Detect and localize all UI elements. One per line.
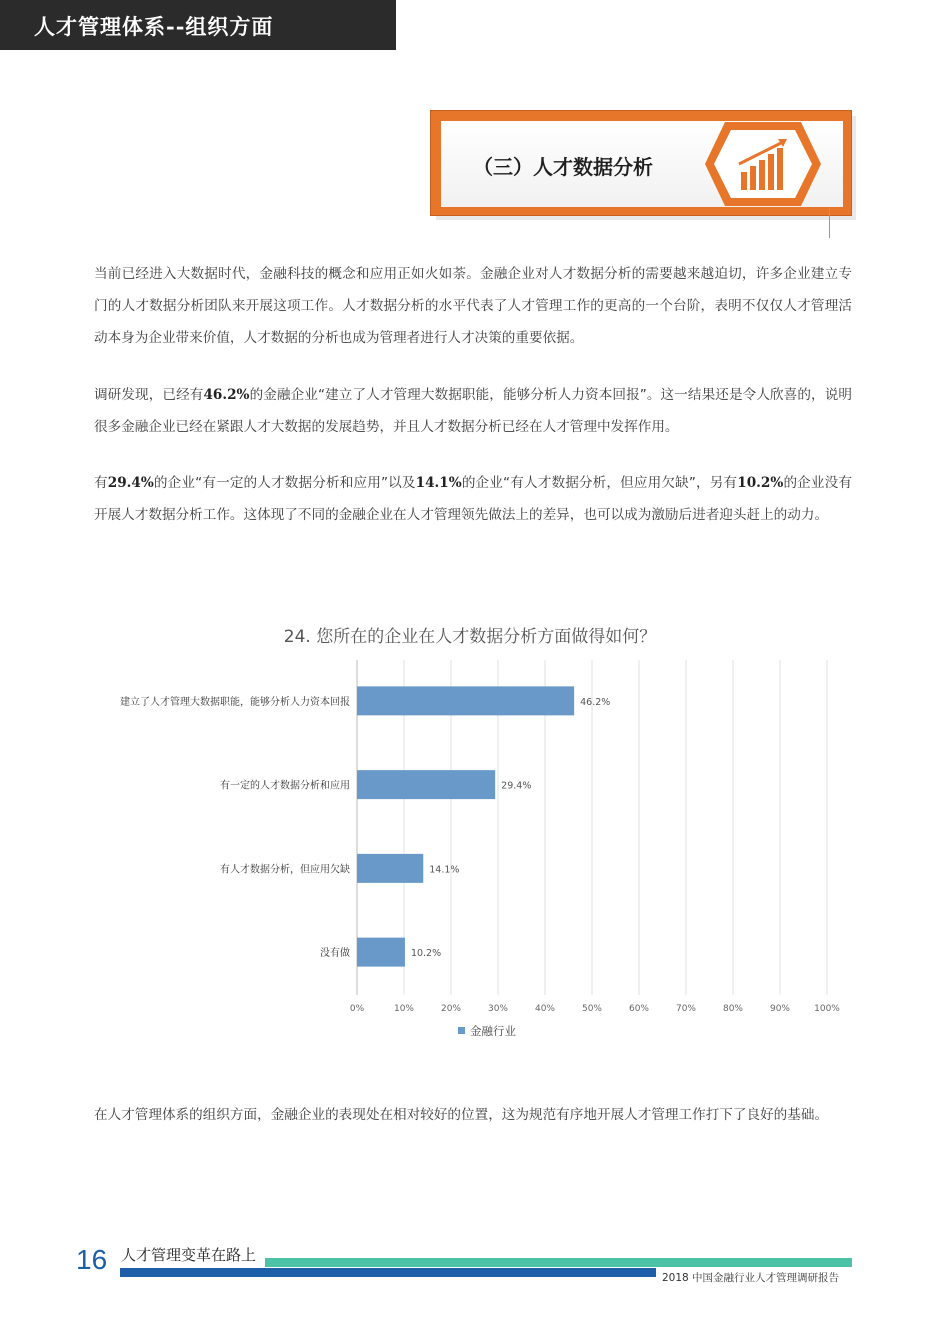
- category-label: 没有做: [320, 948, 350, 960]
- bar-chart: [0, 655, 940, 1045]
- chart-title: 24. 您所在的企业在人才数据分析方面做得如何？: [283, 627, 657, 647]
- bar: [357, 938, 405, 967]
- category-label: 有人才数据分析，但应用欠缺: [220, 864, 350, 876]
- x-tick-label: 70%: [675, 1004, 697, 1014]
- x-tick-label: 0%: [349, 1004, 365, 1014]
- legend-label: 金融行业: [470, 1024, 516, 1038]
- book-title: 人才管理变革在路上: [121, 1246, 257, 1264]
- x-tick-label: 30%: [487, 1004, 509, 1014]
- section-banner: [430, 110, 860, 240]
- bar: [357, 854, 423, 883]
- footer-line-blue: [120, 1268, 656, 1277]
- x-tick-label: 10%: [393, 1004, 415, 1014]
- paragraph-2: 调研发现，已经有46.2%的金融企业“建立了人才管理大数据职能，能够分析人力资本回报”。这一结果还是令人欣喜的，说明很多金融企业已经在紧跟人才大数据的发展趋势，并且人才数据分析已经在人才管理中发挥作用。: [94, 387, 852, 435]
- x-tick-label: 100%: [814, 1004, 840, 1014]
- footer-line-green: [265, 1258, 852, 1267]
- header-title: 人才管理体系--组织方面: [34, 14, 274, 39]
- x-tick-label: 20%: [440, 1004, 462, 1014]
- category-label: 建立了人才管理大数据职能，能够分析人力资本回报: [120, 696, 350, 708]
- legend-swatch: [458, 1027, 465, 1034]
- header-bar: [0, 0, 396, 50]
- x-tick-label: 40%: [534, 1004, 556, 1014]
- paragraph-4: 在人才管理体系的组织方面，金融企业的表现处在相对较好的位置，这为规范有序地开展人才管理工作打下了良好的基础。: [94, 1107, 829, 1123]
- paragraph-3: 有29.4%的企业“有一定的人才数据分析和应用”以及14.1%的企业“有人才数据分析，但应用欠缺”，另有10.2%的企业没有开展人才数据分析工作。这体现了不同的金融企业在人才管理领先做法上的差异，也可以成为激励后进者迎头赶上的动力。: [94, 475, 852, 523]
- bar: [357, 686, 574, 715]
- page-number: 16: [76, 1244, 108, 1275]
- report-title: 2018 中国金融行业人才管理调研报告: [662, 1272, 840, 1284]
- data-label: 29.4%: [501, 780, 532, 792]
- data-label: 10.2%: [410, 948, 442, 960]
- data-label: 14.1%: [429, 864, 460, 876]
- bar: [357, 770, 495, 799]
- x-tick-label: 80%: [722, 1004, 744, 1014]
- x-tick-label: 90%: [769, 1004, 791, 1014]
- category-label: 有一定的人才数据分析和应用: [220, 780, 350, 792]
- data-label: 46.2%: [580, 696, 611, 708]
- bar-chart-growth-icon: [703, 120, 823, 208]
- section-title: （三）人才数据分析: [473, 155, 653, 179]
- x-tick-label: 50%: [581, 1004, 603, 1014]
- paragraph-1: 当前已经进入大数据时代，金融科技的概念和应用正如火如荼。金融企业对人才数据分析的需要越来越迫切，许多企业建立专门的人才数据分析团队来开展这项工作。人才数据分析的水平代表了人才管理工作的更高的一个台阶，表明不仅仅人才管理活动本身为企业带来价值，人才数据的分析也成为管理者进行人才决策的重要依据。: [94, 266, 852, 346]
- x-tick-label: 60%: [628, 1004, 650, 1014]
